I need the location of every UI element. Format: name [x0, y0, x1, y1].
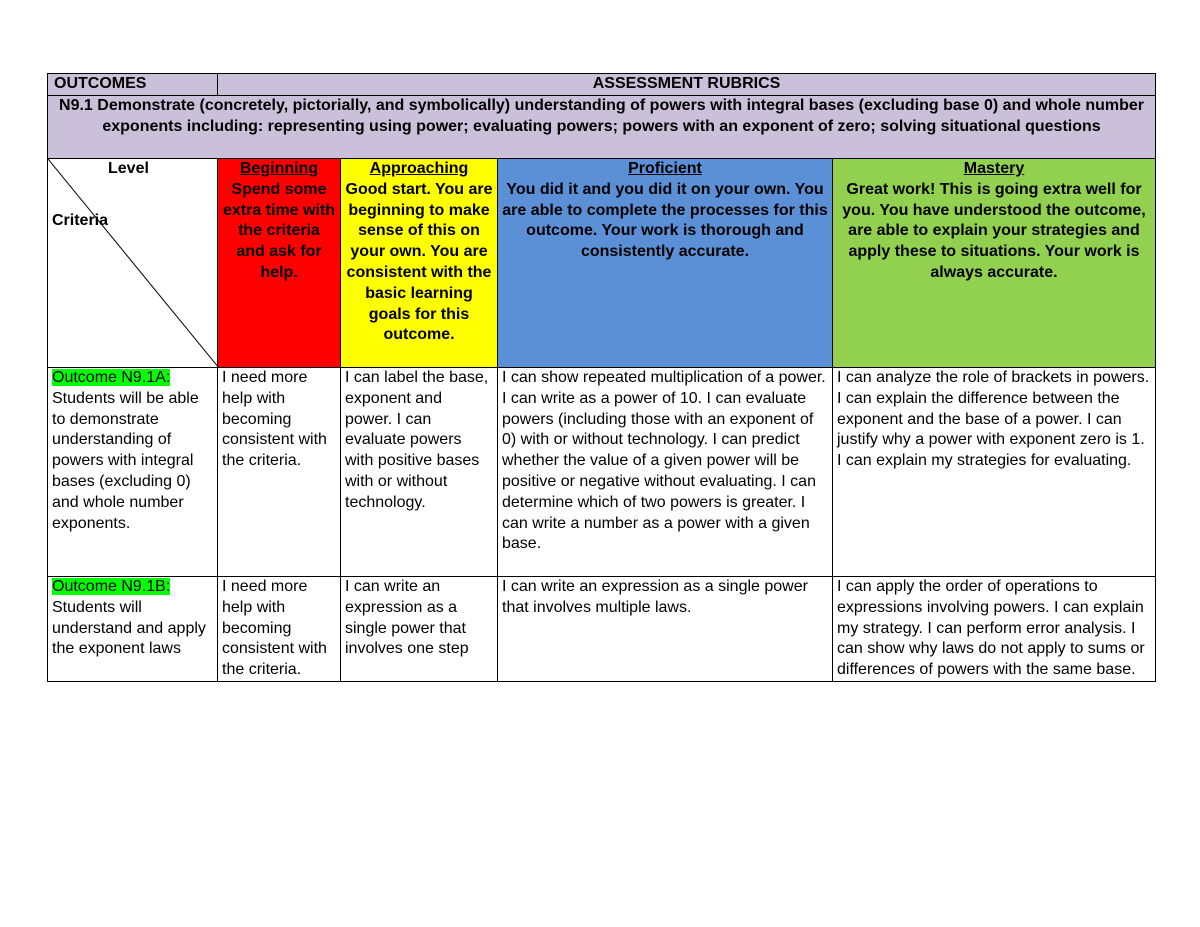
level-criteria-corner: [48, 159, 218, 368]
rubrics-header: ASSESSMENT RUBRICS: [218, 74, 1156, 96]
outcome-a-proficient: I can show repeated multiplication of a power. I can write as a power of 10. I can evaluate powers (including those with an exponent of 0) with or without technology. I can predict whether the value of a given power will be positive or negative without evaluating. I can determine which of two powers is greater. I can write a number as a power with a given base.: [498, 368, 833, 577]
level-mastery: [833, 159, 1156, 368]
level-approaching-title: Approaching: [369, 160, 469, 177]
outcomes-header: OUTCOMES: [48, 74, 218, 96]
level-approaching-desc: Good start. You are beginning to make sense of this on your own. You are consistent with the basic learning goals for this outcome.: [345, 180, 493, 344]
outcome-row-b: [48, 577, 1156, 682]
level-proficient-desc: You did it and you did it on your own. You are able to complete the processes for this outcome. Your work is thorough and consistently accurate.: [502, 180, 828, 261]
header-row: [48, 74, 1156, 96]
outcome-b-beginning: I need more help with becoming consistent with the criteria.: [218, 577, 341, 682]
level-proficient-title: Proficient: [628, 160, 702, 177]
level-mastery-title: Mastery: [963, 160, 1025, 177]
standard-row: [48, 96, 1156, 159]
outcome-b-desc: Students will understand and apply the exponent laws: [52, 598, 206, 658]
outcome-a-desc: Students will be able to demonstrate understanding of powers with integral bases (excluding 0) and whole number exponents.: [52, 389, 199, 532]
level-approaching: [341, 159, 498, 368]
outcome-b-proficient: I can write an expression as a single power that involves multiple laws.: [498, 577, 833, 682]
outcome-b-mastery: I can apply the order of operations to expressions involving powers. I can explain my strategy. I can perform error analysis. I can show why laws do not apply to sums or differences of powers with the same base.: [833, 577, 1156, 682]
outcome-a-cell: [48, 368, 218, 577]
diagonal-line: [48, 159, 219, 368]
outcome-b-approaching: I can write an expression as a single power that involves one step: [341, 577, 498, 682]
outcome-a-mastery: I can analyze the role of brackets in powers. I can explain the difference between the exponent and the base of a power. I can justify why a power with exponent zero is 1. I can explain my strategies for evaluating.: [833, 368, 1156, 577]
level-beginning-desc: Spend some extra time with the criteria and ask for help.: [222, 180, 336, 281]
level-beginning: [218, 159, 341, 368]
level-proficient: [498, 159, 833, 368]
outcome-a-name: Outcome N9.1A:: [52, 369, 171, 386]
outcome-row-a: [48, 368, 1156, 577]
standard-text: N9.1 Demonstrate (concretely, pictorially, and symbolically) understanding of powers with integral bases (excluding base 0) and whole number exponents including: representing using power; evaluating powers; powers with an exponent of zero; solving situational questions: [48, 96, 1156, 159]
criteria-label: Criteria: [52, 212, 109, 229]
outcome-a-approaching: I can label the base, exponent and power. I can evaluate powers with positive bases with or without technology.: [341, 368, 498, 577]
level-label: Level: [108, 160, 149, 177]
level-mastery-desc: Great work! This is going extra well for you. You have understood the outcome, are able to explain your strategies and apply these to situations. Your work is always accurate.: [842, 180, 1146, 281]
levels-row: [48, 159, 1156, 368]
outcome-b-cell: [48, 577, 218, 682]
rubric-table: [47, 73, 1156, 682]
outcome-a-beginning: I need more help with becoming consistent with the criteria.: [218, 368, 341, 577]
level-beginning-title: Beginning: [239, 160, 319, 177]
outcome-b-name: Outcome N9.1B:: [52, 578, 171, 595]
